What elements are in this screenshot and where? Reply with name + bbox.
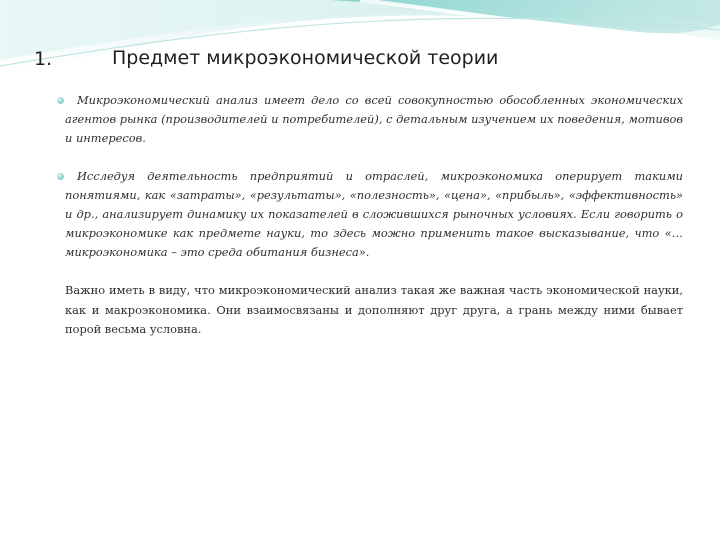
bullet-item	[65, 167, 683, 262]
slide-number: 1.	[34, 48, 53, 70]
slide-content	[65, 91, 683, 340]
bullet-text: Микроэкономический анализ имеет дело со всей совокупностью обособленных экономических агентов рынка (производителей и потребителей), с детальным изучением их поведения, мотивов и интересов.	[65, 93, 683, 145]
bullet-dot-icon	[57, 173, 64, 180]
bullet-item	[65, 91, 683, 148]
body-paragraph: Важно иметь в виду, что микроэкономический анализ такая же важная часть экономической науки, как и макроэкономика. Они взаимосвязаны и дополняют друг друга, а грань между ними бывает порой весьма условна.	[65, 283, 683, 336]
bullet-dot-icon	[57, 97, 64, 104]
slide-title: Предмет микроэкономической теории	[112, 47, 499, 69]
bullet-text: Исследуя деятельность предприятий и отраслей, микроэкономика оперирует такими понятиями, как «затраты», «результаты», «полезность», «цена», «прибыль», «эффективность» и др., анализирует динамику их показателей в сложившихся рыночных условиях. Если говорить о микроэкономике как предмете науки, то здесь можно применить такое высказывание, что «…микроэкономика – это среда обитания бизнеса».	[65, 169, 683, 259]
